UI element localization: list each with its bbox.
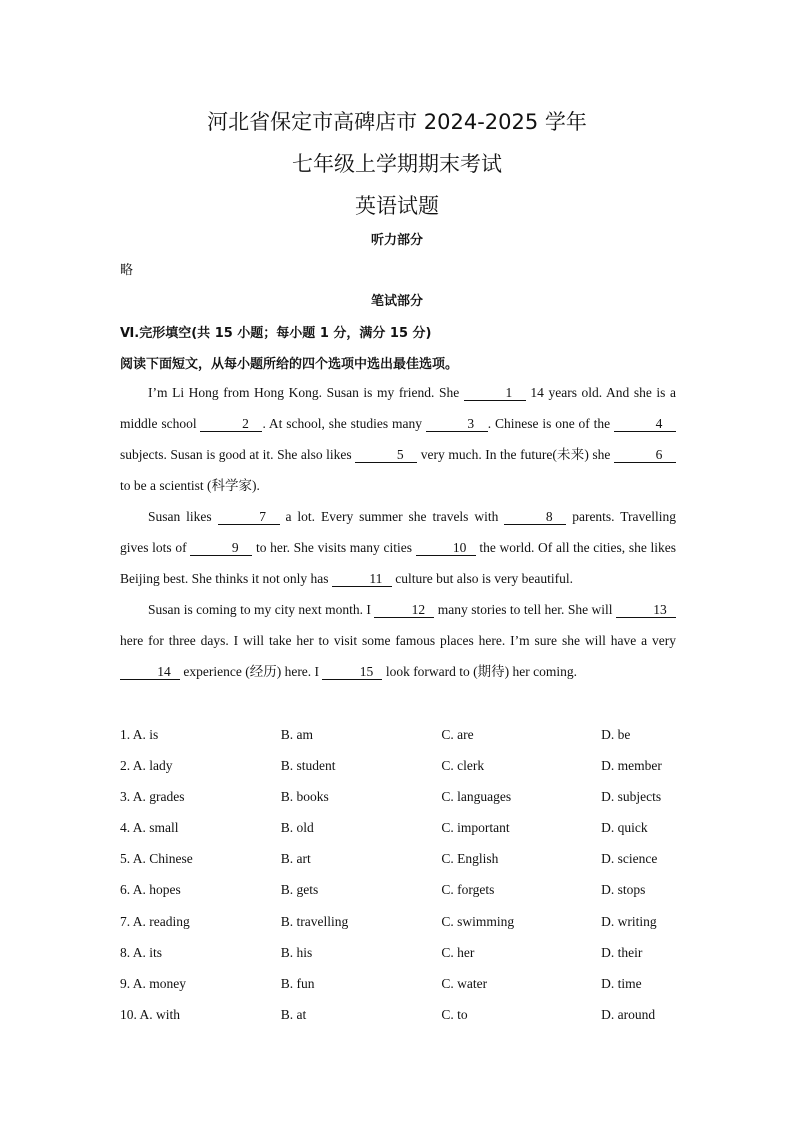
blank-7: 7 bbox=[218, 509, 280, 525]
option-choice: 9. A. money bbox=[120, 975, 186, 991]
blank-6: 6 bbox=[614, 447, 676, 463]
listening-heading: 听力部分 bbox=[370, 233, 423, 248]
option-choice: 8. A. its bbox=[120, 944, 163, 960]
option-row-6 bbox=[120, 882, 680, 913]
section-heading: Ⅵ.完形填空(共 15 小题；每小题 1 分，满分 15 分) bbox=[120, 326, 432, 341]
option-choice: B. gets bbox=[280, 882, 319, 898]
passage-text: a lot. Every summer she travels with bbox=[279, 509, 505, 524]
blank-8: 8 bbox=[504, 509, 566, 525]
option-choice: D. be bbox=[601, 727, 631, 742]
option-choice: D. subjects bbox=[601, 789, 662, 805]
passage-text: culture but also is very beautiful. bbox=[391, 571, 573, 586]
option-row-2 bbox=[120, 758, 680, 789]
option-choice: 4. A. small bbox=[120, 820, 179, 836]
option-choice: 3. A. grades bbox=[120, 789, 185, 805]
passage-paragraph-2 bbox=[120, 501, 676, 594]
option-row-4 bbox=[120, 820, 680, 851]
passage-text: 14 years old. And she is a middle school bbox=[120, 385, 676, 431]
option-choice: B. his bbox=[280, 944, 313, 960]
option-choice: D. around bbox=[601, 1006, 656, 1022]
blank-12: 12 bbox=[374, 602, 434, 618]
option-choice: B. fun bbox=[280, 975, 315, 991]
written-heading: 笔试部分 bbox=[370, 294, 423, 309]
option-choice: C. swimming bbox=[441, 913, 515, 929]
exam-title-line3: 英语试题 bbox=[355, 194, 439, 218]
passage-text: . Chinese is one of the bbox=[487, 416, 614, 431]
option-choice: C. are bbox=[441, 727, 474, 742]
blank-11: 11 bbox=[332, 571, 392, 587]
options-list bbox=[120, 727, 680, 1038]
blank-1: 1 bbox=[464, 385, 526, 401]
option-choice: D. their bbox=[601, 944, 643, 960]
option-row-10 bbox=[120, 1007, 680, 1038]
option-choice: 7. A. reading bbox=[120, 913, 190, 929]
option-choice: 1. A. is bbox=[120, 727, 159, 742]
passage-text: Susan is coming to my city next month. I bbox=[148, 602, 375, 617]
passage-text: look forward to (期待) her coming. bbox=[382, 664, 578, 679]
option-choice: D. stops bbox=[601, 882, 646, 898]
blank-5: 5 bbox=[355, 447, 417, 463]
option-choice: D. time bbox=[601, 975, 642, 991]
option-row-3 bbox=[120, 789, 680, 820]
passage-text: subjects. Susan is good at it. She also likes bbox=[120, 447, 356, 462]
blank-10: 10 bbox=[416, 540, 476, 556]
option-choice: B. am bbox=[280, 727, 313, 742]
option-choice: B. student bbox=[280, 758, 336, 774]
passage-paragraph-3 bbox=[120, 594, 676, 687]
listening-omitted: 略 bbox=[120, 263, 134, 278]
option-choice: B. travelling bbox=[280, 913, 349, 929]
blank-3: 3 bbox=[426, 416, 488, 432]
passage-text: parents. Travelling gives lots of bbox=[120, 509, 676, 555]
option-row-5 bbox=[120, 851, 680, 882]
option-choice: C. English bbox=[441, 851, 499, 867]
option-choice: C. water bbox=[441, 975, 488, 991]
cloze-passage bbox=[120, 377, 676, 687]
passage-text: very much. In the future(未来) she bbox=[417, 447, 614, 462]
option-row-9 bbox=[120, 976, 680, 1007]
exam-title-line2: 七年级上学期期末考试 bbox=[292, 152, 502, 176]
option-choice: 10. A. with bbox=[120, 1006, 181, 1022]
section-instruction: 阅读下面短文，从每小题所给的四个选项中选出最佳选项。 bbox=[120, 357, 459, 372]
option-choice: 5. A. Chinese bbox=[120, 851, 193, 867]
option-choice: C. languages bbox=[441, 789, 512, 805]
option-choice: C. her bbox=[441, 944, 475, 960]
option-choice: C. to bbox=[441, 1006, 468, 1022]
blank-14: 14 bbox=[120, 664, 180, 680]
option-row-1 bbox=[120, 727, 680, 758]
option-row-7 bbox=[120, 914, 680, 945]
option-choice: B. art bbox=[280, 851, 311, 867]
option-choice: B. books bbox=[280, 789, 329, 805]
option-choice: 6. A. hopes bbox=[120, 882, 181, 898]
passage-text: I’m Li Hong from Hong Kong. Susan is my friend. She bbox=[148, 385, 464, 400]
option-choice: C. important bbox=[441, 820, 510, 836]
blank-13: 13 bbox=[616, 602, 676, 618]
option-choice: D. writing bbox=[601, 913, 657, 929]
passage-text: Susan likes bbox=[148, 509, 218, 524]
passage-text: here for three days. I will take her to visit some famous places here. I’m sure she will have a very bbox=[120, 633, 676, 648]
blank-2: 2 bbox=[200, 416, 262, 432]
passage-text: to be a scientist (科学家). bbox=[120, 478, 260, 493]
blank-4: 4 bbox=[614, 416, 676, 432]
option-row-8 bbox=[120, 945, 680, 976]
passage-text: the world. Of all the cities, she likes Beijing best. She thinks it not only has bbox=[120, 540, 677, 586]
passage-text: . At school, she studies many bbox=[262, 416, 426, 431]
option-choice: C. clerk bbox=[441, 758, 485, 774]
option-choice: D. member bbox=[601, 758, 662, 774]
option-choice: D. quick bbox=[601, 820, 648, 836]
option-choice: B. old bbox=[280, 820, 314, 836]
option-choice: 2. A. lady bbox=[120, 758, 173, 774]
passage-text: experience (经历) here. I bbox=[180, 664, 323, 679]
option-choice: D. science bbox=[601, 851, 658, 867]
passage-paragraph-1 bbox=[120, 377, 676, 501]
blank-15: 15 bbox=[322, 664, 382, 680]
passage-text: to her. She visits many cities bbox=[252, 540, 416, 555]
option-choice: B. at bbox=[280, 1006, 307, 1022]
blank-9: 9 bbox=[190, 540, 252, 556]
exam-title-line1: 河北省保定市高碑店市 2024-2025 学年 bbox=[207, 110, 587, 134]
option-choice: C. forgets bbox=[441, 882, 495, 898]
passage-text: many stories to tell her. She will bbox=[434, 602, 616, 617]
